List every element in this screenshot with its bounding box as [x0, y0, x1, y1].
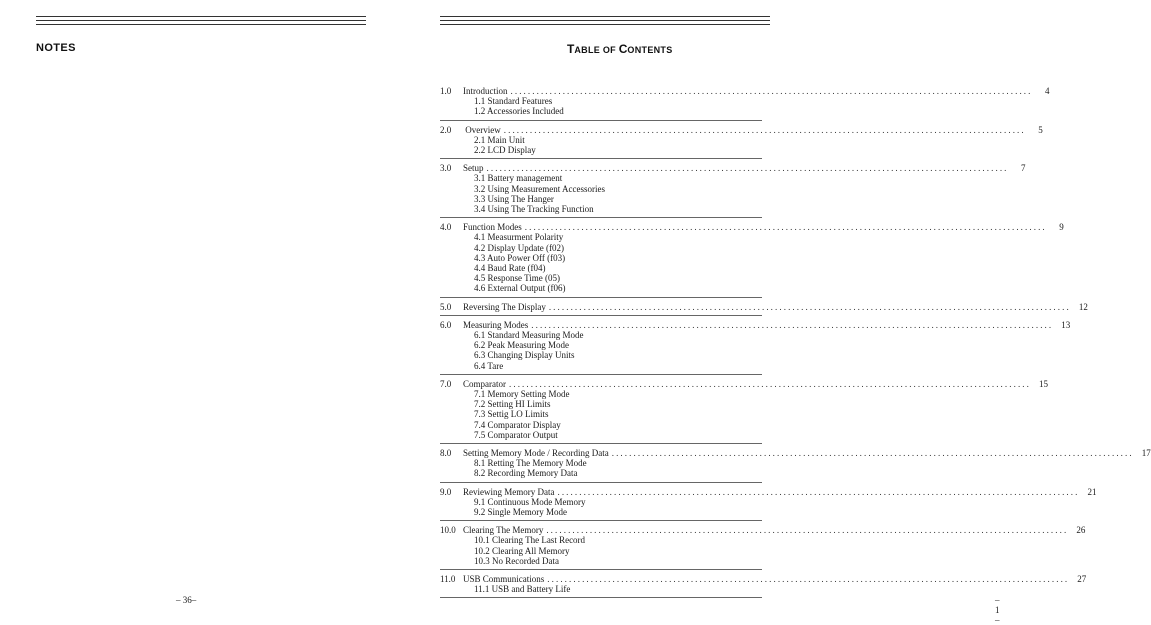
section-page-number: 26	[1076, 525, 1086, 536]
top-rule	[440, 16, 770, 17]
toc-section-line[interactable]	[440, 319, 1071, 330]
dot-leader: ........................................................................................................................	[531, 319, 1054, 330]
table-of-contents	[440, 86, 1151, 602]
toc-section-line[interactable]	[440, 573, 1087, 584]
toc-heading-initial: T	[567, 42, 575, 56]
toc-subsection[interactable]: 1.1 Standard Features	[474, 96, 553, 107]
section-title: Function Modes	[463, 222, 522, 233]
section-title: Measuring Modes	[463, 319, 529, 330]
toc-section-line[interactable]	[440, 447, 1151, 458]
dot-leader: ........................................................................................................................	[547, 573, 1070, 584]
toc-subsection[interactable]: 10.2 Clearing All Memory	[474, 545, 570, 556]
toc-subsection[interactable]: 4.6 External Output (f06)	[474, 283, 566, 294]
section-page-number: 7	[1021, 163, 1026, 174]
section-divider	[440, 520, 762, 521]
toc-subsection[interactable]: 9.1 Continuous Mode Memory	[474, 496, 586, 507]
top-rule	[440, 20, 770, 21]
toc-section	[440, 378, 1048, 444]
section-divider	[440, 597, 762, 598]
dot-leader: ........................................................................................................................	[510, 86, 1033, 96]
toc-subsection[interactable]: 7.4 Comparator Display	[474, 419, 561, 430]
section-number: 1.0	[440, 86, 452, 96]
section-title: Overview	[463, 124, 501, 135]
dot-leader: ........................................................................................................................	[509, 378, 1031, 389]
section-number: 11.0	[440, 573, 456, 584]
toc-section-line[interactable]	[440, 525, 1086, 536]
dot-leader: ........................................................................................................................	[611, 447, 1134, 458]
toc-subsection[interactable]: 3.2 Using Measurement Accessories	[474, 183, 605, 194]
toc-section	[440, 222, 1064, 297]
toc-subsection[interactable]: 6.3 Changing Display Units	[474, 350, 575, 361]
section-page-number: 21	[1087, 486, 1097, 497]
toc-section	[440, 573, 1087, 598]
section-divider	[440, 482, 762, 483]
dot-leader: ........................................................................................................................	[548, 301, 1071, 312]
section-number: 6.0	[440, 319, 452, 330]
section-title: Clearing The Memory	[463, 525, 544, 536]
section-page-number: 5	[1038, 124, 1043, 135]
section-divider	[440, 569, 762, 570]
toc-section	[440, 124, 1043, 160]
toc-subsection[interactable]: 11.1 USB and Battery Life	[474, 584, 571, 595]
dot-leader: ........................................................................................................................	[557, 486, 1080, 497]
top-rule	[36, 16, 366, 17]
toc-subsection[interactable]: 6.2 Peak Measuring Mode	[474, 340, 569, 351]
toc-subsection[interactable]: 6.1 Standard Measuring Mode	[474, 329, 584, 340]
toc-subsection[interactable]: 1.2 Accessories Included	[474, 106, 564, 117]
toc-subsection[interactable]: 2.2 LCD Display	[474, 144, 536, 155]
dot-leader: ........................................................................................................................	[486, 163, 1009, 174]
section-title: Setting Memory Mode / Recording Data	[463, 447, 609, 458]
toc-subsection[interactable]: 4.3 Auto Power Off (f03)	[474, 252, 566, 263]
top-rule	[36, 20, 366, 21]
toc-subsection[interactable]: 4.5 Response Time (05)	[474, 273, 561, 284]
toc-subsection[interactable]: 7.2 Setting HI Limits	[474, 399, 551, 410]
toc-subsection[interactable]: 4.1 Measurment Polarity	[474, 232, 564, 243]
toc-section	[440, 486, 1097, 522]
toc-subsection[interactable]: 3.3 Using The Hanger	[474, 193, 554, 204]
dot-leader: ........................................................................................................................	[503, 124, 1026, 135]
section-number: 3.0	[440, 163, 452, 174]
right-page	[404, 0, 1151, 625]
section-divider	[440, 158, 762, 159]
section-page-number: 12	[1078, 301, 1088, 312]
toc-section	[440, 525, 1086, 570]
section-page-number: 27	[1077, 573, 1087, 584]
toc-subsection[interactable]: 4.2 Display Update (f02)	[474, 242, 564, 253]
section-title: Comparator	[463, 378, 506, 389]
section-number: 10.0	[440, 525, 456, 536]
section-title: Setup	[463, 163, 484, 174]
toc-section-line[interactable]	[440, 301, 1088, 312]
section-number: 5.0	[440, 301, 452, 312]
toc-heading-rest: ABLE OF	[574, 45, 619, 55]
section-title: Reviewing Memory Data	[463, 486, 555, 497]
section-divider	[440, 443, 762, 444]
top-rule	[36, 24, 366, 25]
toc-subsection[interactable]: 8.1 Retting The Memory Mode	[474, 458, 587, 469]
section-title: Introduction	[463, 86, 508, 96]
toc-subsection[interactable]: 8.2 Recording Memory Data	[474, 468, 578, 479]
toc-heading	[567, 42, 673, 56]
toc-subsection[interactable]: 2.1 Main Unit	[474, 134, 525, 145]
toc-section-line[interactable]	[440, 222, 1064, 233]
section-divider	[440, 217, 762, 218]
left-page	[0, 0, 404, 621]
toc-section	[440, 163, 1026, 218]
toc-section	[440, 86, 1050, 121]
toc-subsection[interactable]: 10.3 No Recorded Data	[474, 555, 559, 566]
section-divider	[440, 374, 762, 375]
section-page-number: 17	[1141, 447, 1151, 458]
dot-leader: ........................................................................................................................	[524, 222, 1047, 233]
toc-subsection[interactable]: 7.1 Memory Setting Mode	[474, 388, 570, 399]
toc-heading-rest-2: ONTENTS	[627, 45, 673, 55]
toc-section	[440, 301, 1088, 316]
section-page-number: 15	[1039, 378, 1048, 389]
toc-section	[440, 319, 1071, 375]
toc-subsection[interactable]: 6.4 Tare	[474, 360, 504, 371]
section-title: Reversing The Display	[463, 301, 546, 312]
toc-section	[440, 447, 1151, 483]
section-number: 9.0	[440, 486, 452, 497]
toc-section-line[interactable]	[440, 378, 1048, 389]
section-divider	[440, 315, 762, 316]
toc-subsection[interactable]: 7.5 Comparator Output	[474, 429, 558, 440]
notes-heading: NOTES	[36, 42, 76, 54]
toc-subsection[interactable]: 9.2 Single Memory Mode	[474, 506, 567, 517]
toc-section-line[interactable]	[440, 124, 1043, 135]
section-number: 8.0	[440, 447, 452, 458]
section-page-number: 13	[1061, 319, 1071, 330]
toc-section-line[interactable]	[440, 486, 1097, 497]
top-rule	[440, 24, 770, 25]
section-divider	[440, 120, 762, 121]
page-number: – 36–	[176, 595, 197, 605]
toc-subsection[interactable]: 4.4 Baud Rate (f04)	[474, 262, 546, 273]
page-number: – 1 –	[995, 595, 1000, 625]
toc-heading-initial-2: C	[618, 42, 628, 56]
toc-subsection[interactable]: 3.1 Battery management	[474, 173, 563, 184]
toc-subsection[interactable]: 10.1 Clearing The Last Record	[474, 535, 586, 546]
toc-section-line[interactable]	[440, 86, 1050, 96]
section-number: 7.0	[440, 378, 452, 389]
dot-leader: ........................................................................................................................	[546, 525, 1069, 536]
section-divider	[440, 297, 762, 298]
section-title: USB Communications	[463, 573, 545, 584]
section-number: 2.0	[440, 124, 452, 135]
section-number: 4.0	[440, 222, 452, 233]
section-page-number: 9	[1059, 222, 1064, 233]
toc-section-line[interactable]	[440, 163, 1026, 174]
toc-subsection[interactable]: 7.3 Settig LO Limits	[474, 409, 549, 420]
section-page-number: 4	[1045, 86, 1050, 96]
toc-subsection[interactable]: 3.4 Using The Tracking Function	[474, 203, 594, 214]
